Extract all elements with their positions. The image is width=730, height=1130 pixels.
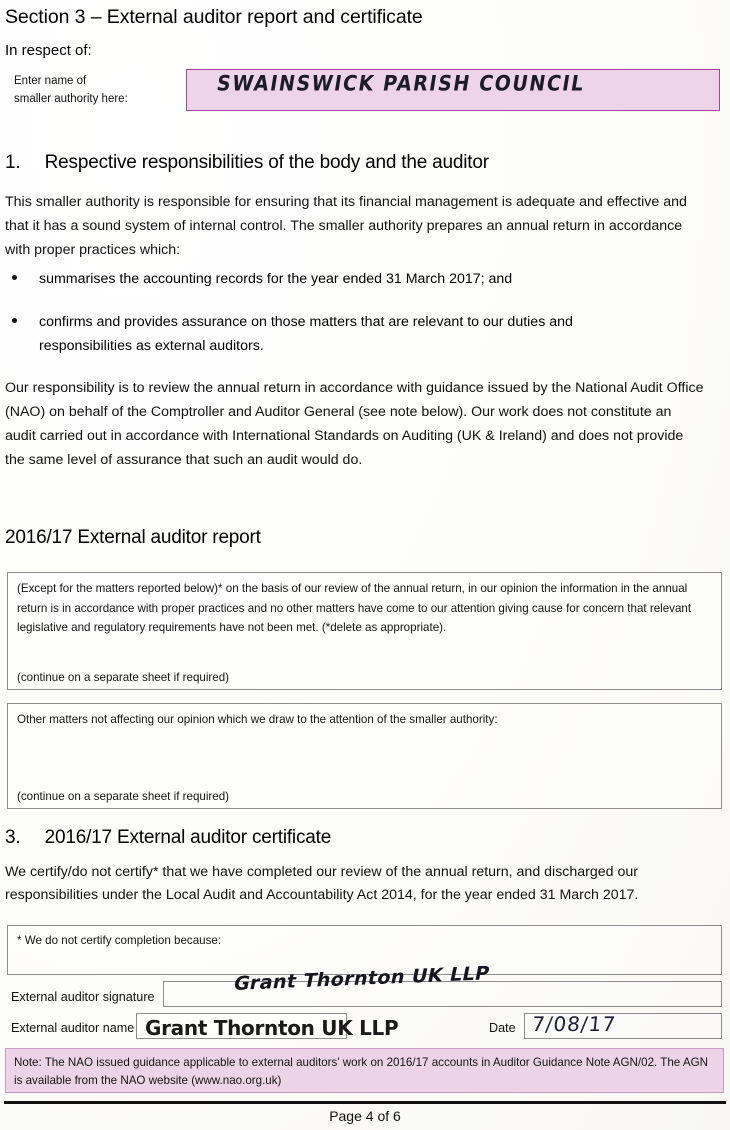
section-1-heading-text: Respective responsibilities of the body and the auditor	[44, 152, 489, 173]
smaller-authority-name-field[interactable]	[186, 69, 720, 111]
other-matters-box[interactable]	[7, 703, 722, 809]
list-item	[12, 267, 702, 291]
section-2-heading	[5, 527, 261, 549]
enter-name-label	[14, 72, 128, 108]
external-auditor-name-field[interactable]	[136, 1013, 399, 1040]
section-3-heading-text: 2016/17 External auditor certificate	[44, 827, 332, 848]
nao-guidance-note-text: Note: The NAO issued guidance applicable to external auditors' work on 2016/17 accounts in Auditor Guidance Note AGN/02. The AGN is available from the NAO website (www.nao.org.uk)	[14, 1056, 708, 1087]
bullet-dot-icon	[12, 275, 17, 280]
external-auditor-name-stamp-value: Grant Thornton UK LLP	[145, 1016, 399, 1040]
external-auditor-name-label: External auditor name	[11, 1021, 135, 1035]
auditor-opinion-box-text: (Except for the matters reported below)* on the basis of our review of the annual return, in our opinion the information in the annual return is in accordance with proper practices and no other matters have come to our attention giving cause for concern that relevant legislative and regulatory requirements have not been met. (*delete as appropriate).	[17, 582, 692, 634]
date-field[interactable]	[524, 1013, 722, 1039]
section-1-paragraph-1: This smaller authority is responsible for ensuring that its financial management is adequate and effective and that it has a sound system of internal control. The smaller authority prepares an annual return in accordance with proper practices which:	[5, 194, 687, 258]
not-certify-reason-label: * We do not certify completion because:	[17, 934, 222, 947]
list-item	[12, 310, 642, 358]
auditor-opinion-box[interactable]	[7, 572, 722, 690]
date-label: Date	[489, 1021, 516, 1035]
auditor-opinion-continue-note: (continue on a separate sheet if required)	[17, 671, 230, 684]
section-3-certify-paragraph: We certify/do not certify* that we have completed our review of the annual return, and discharged our responsibilities under the Local Audit and Accountability Act 2014, for the year ended 31 March 2017.	[5, 864, 639, 903]
date-handwritten-value: 7/08/17	[530, 1012, 618, 1036]
external-auditor-signature-field[interactable]	[163, 962, 722, 1007]
smaller-authority-name-handwritten-value: SWAINSWICK PARISH COUNCIL	[215, 71, 587, 97]
section-1-heading	[5, 152, 489, 174]
list-item-text: summarises the accounting records for the year ended 31 March 2017; and	[39, 271, 513, 287]
external-auditor-signature-label: External auditor signature	[11, 990, 155, 1004]
footer-divider	[4, 1101, 726, 1104]
other-matters-continue-note: (continue on a separate sheet if required)	[17, 790, 230, 803]
section-1-paragraph-2: Our responsibility is to review the annual return in accordance with guidance issued by the National Audit Office (NAO) on behalf of the Comptroller and Auditor General (see note below). Our work does not constitute an audit carried out in accordance with International Standards on Auditing (UK & Ireland) and does not provide the same level of assurance that such an audit would do.	[5, 380, 704, 468]
enter-name-label-line1: Enter name of	[14, 75, 87, 87]
section-3-number: 3.	[5, 827, 21, 848]
other-matters-box-text: Other matters not affecting our opinion which we draw to the attention of the smaller authority:	[17, 713, 498, 726]
enter-name-label-line2: smaller authority here:	[14, 93, 128, 105]
in-respect-of-label: In respect of:	[5, 42, 92, 59]
page-number-label: Page 4 of 6	[329, 1108, 401, 1124]
nao-guidance-note-box	[5, 1048, 724, 1093]
external-auditor-signature-handwritten-value: Grant Thornton UK LLP	[231, 962, 492, 995]
section-3-heading	[5, 827, 331, 849]
page-title: Section 3 – External auditor report and certificate	[5, 6, 423, 28]
section-2-heading-text: 2016/17 External auditor report	[5, 527, 261, 548]
list-item-text: confirms and provides assurance on those matters that are relevant to our duties and responsibilities as external auditors.	[39, 314, 573, 354]
bullet-dot-icon	[12, 318, 17, 323]
section-1-number: 1.	[5, 152, 21, 173]
